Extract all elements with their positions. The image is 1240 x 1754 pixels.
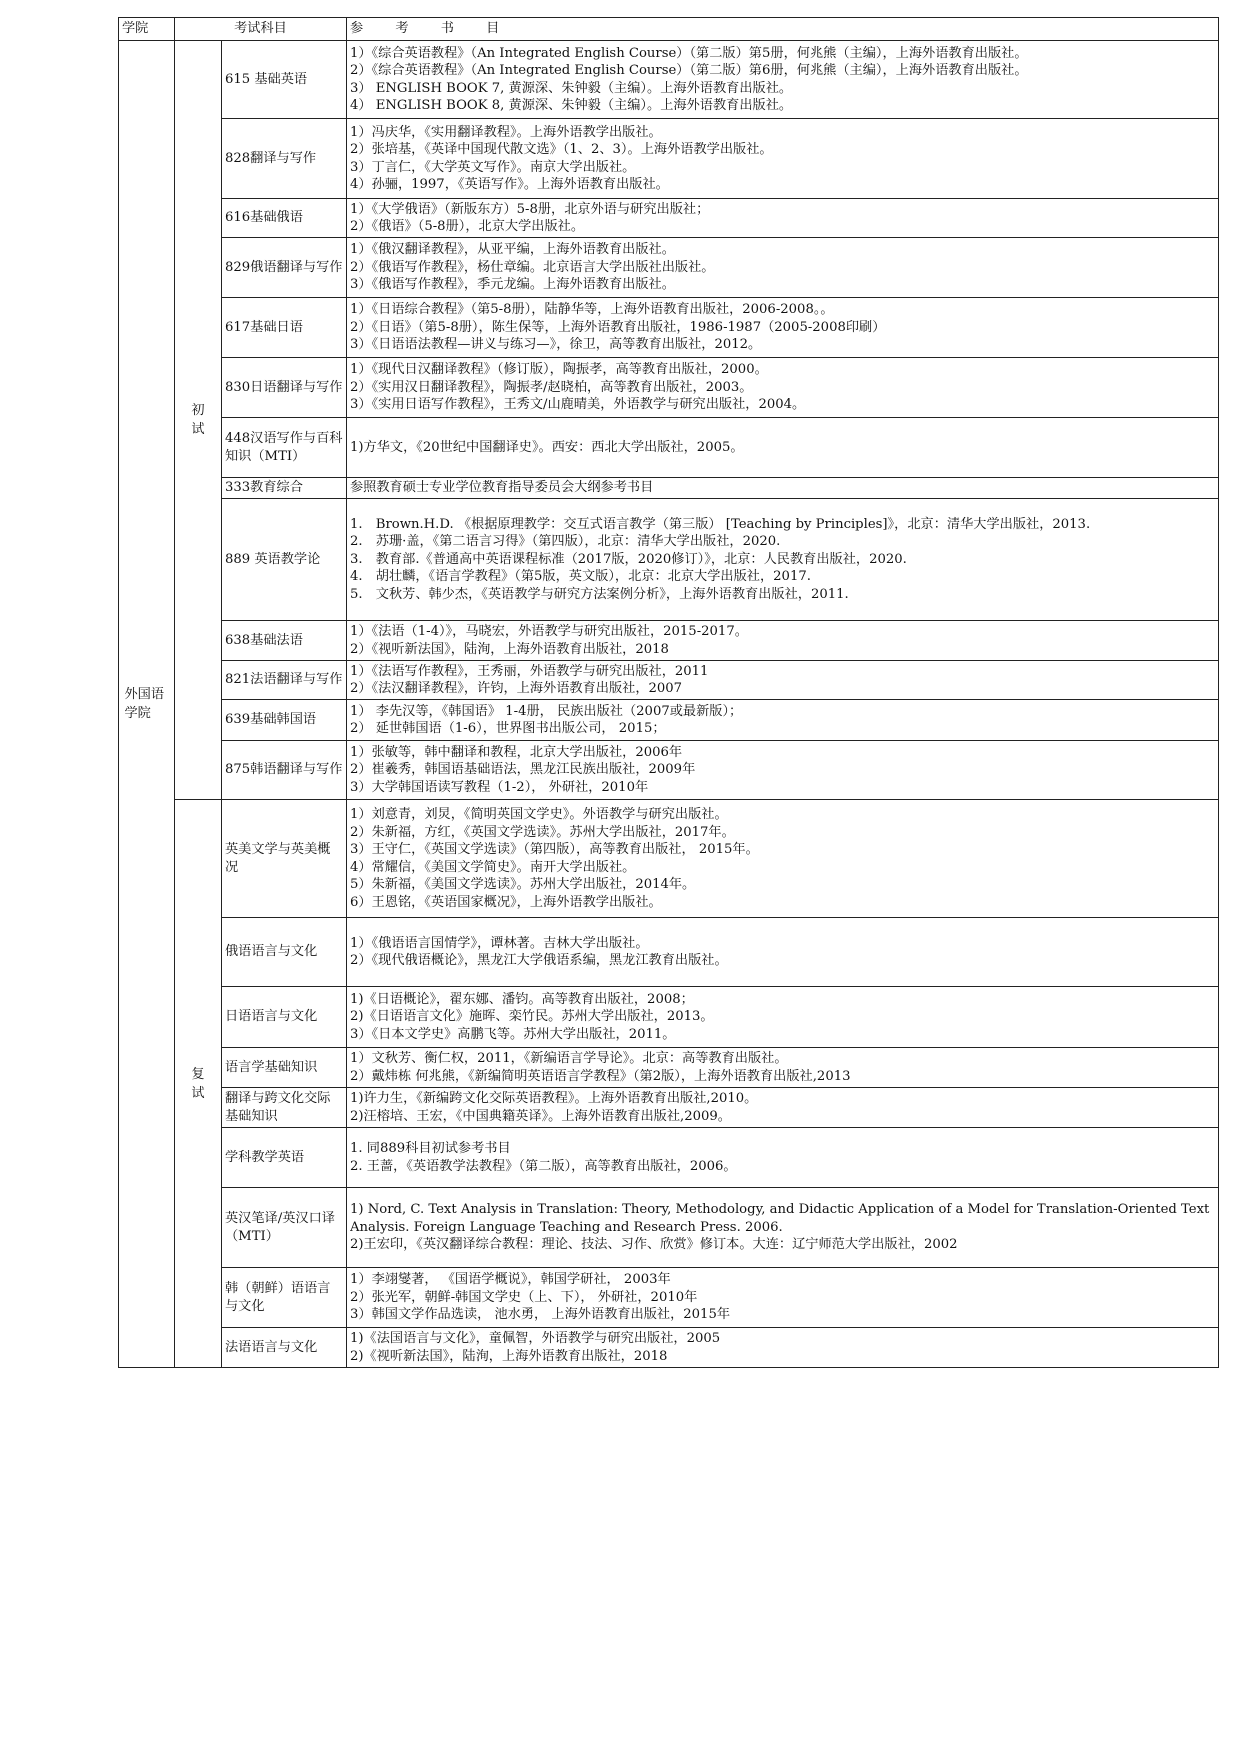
table-row bbox=[119, 1048, 1219, 1088]
books-cell bbox=[347, 499, 1219, 621]
table-row bbox=[119, 1128, 1219, 1188]
book-line: 1）《日语综合教程》（第5-8册），陆静华等，上海外语教育出版社，2006-2008。。 bbox=[350, 302, 834, 318]
book-line: 2)《视听新法国》，陆洵，上海外语教育出版社，2018 bbox=[350, 1348, 668, 1364]
header-college: 学院 bbox=[119, 18, 175, 41]
book-line: 2）《综合英语教程》（An Integrated English Course）（第二版）第6册，何兆熊（主编），上海外语教育出版社。 bbox=[350, 63, 1028, 78]
book-line: 2）戴炜栋 何兆熊，《新编简明英语语言学教程》（第2版），上海外语教育出版社,2013 bbox=[350, 1068, 851, 1084]
book-line: 1. 同889科目初试参考书目 bbox=[350, 1141, 511, 1156]
subject-cell: 法语语言与文化 bbox=[222, 1328, 347, 1368]
books-cell bbox=[347, 119, 1219, 199]
books-cell bbox=[347, 700, 1219, 741]
book-line: 4）孙骊，1997，《英语写作》。上海外语教育出版社。 bbox=[350, 177, 669, 192]
books-cell bbox=[347, 1268, 1219, 1328]
book-line: 1）李翊燮著， 《国语学概说》，韩国学研社， 2003年 bbox=[350, 1272, 671, 1288]
books-cell bbox=[347, 298, 1219, 358]
table-row bbox=[119, 238, 1219, 298]
book-line: 2）《俄语》（5-8册），北京大学出版社。 bbox=[350, 219, 585, 234]
book-line: 1)许力生，《新编跨文化交际英语教程》。上海外语教育出版社,2010。 bbox=[350, 1091, 758, 1106]
table-row bbox=[119, 1328, 1219, 1368]
books-cell bbox=[347, 1048, 1219, 1088]
table-row bbox=[119, 418, 1219, 478]
book-line: 2）《日语》（第5-8册），陈生保等，上海外语教育出版社，1986-1987（2005-2008印刷） bbox=[350, 319, 886, 335]
book-line: 2. 苏珊·盖，《第二语言习得》（第四版），北京：清华大学出版社，2020. bbox=[350, 534, 781, 550]
college-name: 外国语学院 bbox=[124, 687, 165, 721]
subject-cell: 638基础法语 bbox=[222, 621, 347, 661]
books-cell bbox=[347, 358, 1219, 418]
table-row bbox=[119, 987, 1219, 1048]
subject-cell: 448汉语写作与百科知识（MTI） bbox=[222, 418, 347, 478]
table-row bbox=[119, 661, 1219, 700]
books-cell bbox=[347, 918, 1219, 987]
subject-cell: 语言学基础知识 bbox=[222, 1048, 347, 1088]
reference-books-table bbox=[118, 17, 1219, 1368]
books-cell bbox=[347, 418, 1219, 478]
book-line: 3）《日语语法教程—讲义与练习—》，徐卫，高等教育出版社，2012。 bbox=[350, 337, 762, 353]
book-line: 3）丁言仁，《大学英文写作》。南京大学出版社。 bbox=[350, 159, 636, 175]
book-line: 1）《综合英语教程》（An Integrated English Course）（第二版）第5册，何兆熊（主编），上海外语教育出版社。 bbox=[350, 45, 1028, 61]
book-line: 2）朱新福，方红，《英国文学选读》。苏州大学出版社，2017年。 bbox=[350, 824, 735, 840]
college-cell bbox=[119, 41, 175, 1368]
table-row bbox=[119, 119, 1219, 199]
book-line: 6）王恩铭，《英语国家概况》，上海外语教学出版社。 bbox=[350, 894, 662, 910]
subject-cell: 333教育综合 bbox=[222, 478, 347, 499]
book-line: 4） ENGLISH BOOK 8, 黄源深、朱钟毅（主编）。上海外语教育出版社。 bbox=[350, 98, 793, 113]
book-line: 1）《法语（1-4）》，马晓宏，外语教学与研究出版社，2015-2017。 bbox=[350, 624, 748, 639]
book-line: 3）王守仁，《英国文学选读》（第四版），高等教育出版社， 2015年。 bbox=[350, 842, 759, 857]
book-line: 2） 延世韩国语（1-6），世界图书出版公司， 2015； bbox=[350, 721, 666, 736]
subject-cell: 875韩语翻译与写作 bbox=[222, 741, 347, 800]
subject-cell: 617基础日语 bbox=[222, 298, 347, 358]
books-cell bbox=[347, 41, 1219, 119]
table-row bbox=[119, 478, 1219, 499]
book-line: 2）张培基，《英译中国现代散文选》（1、2、3）。上海外语教学出版社。 bbox=[350, 142, 773, 157]
books-cell bbox=[347, 1128, 1219, 1188]
book-line: 1）张敏等，韩中翻译和教程，北京大学出版社，2006年 bbox=[350, 744, 683, 760]
book-line: 3）《俄语写作教程》，季元龙编。上海外语教育出版社。 bbox=[350, 277, 675, 293]
book-line: 1）《大学俄语》（新版东方）5-8册，北京外语与研究出版社； bbox=[350, 201, 710, 217]
books-cell bbox=[347, 1188, 1219, 1268]
book-line: 2)汪榕培、王宏，《中国典籍英译》。上海外语教育出版社,2009。 bbox=[350, 1108, 731, 1124]
book-line: 2. 王蔷，《英语教学法教程》（第二版），高等教育出版社，2006。 bbox=[350, 1158, 737, 1174]
table-row bbox=[119, 499, 1219, 621]
subject-cell: 830日语翻译与写作 bbox=[222, 358, 347, 418]
book-line: 1）《俄汉翻译教程》，从亚平编，上海外语教育出版社。 bbox=[350, 242, 675, 258]
book-line: 1) Nord, C. Text Analysis in Translation: Theory, Methodology, and Didactic Application of a Model for Translation-Oriented Text Analysis. Foreign Language Teaching and Research Press. 2006. bbox=[350, 1202, 1210, 1235]
book-line: 4）常耀信，《美国文学简史》。南开大学出版社。 bbox=[350, 859, 636, 875]
book-line: 2）《实用汉日翻译教程》，陶振孝/赵晓柏，高等教育出版社，2003。 bbox=[350, 379, 753, 395]
table-row bbox=[119, 358, 1219, 418]
book-line: 2）崔羲秀，韩国语基础语法，黑龙江民族出版社，2009年 bbox=[350, 762, 696, 778]
books-cell bbox=[347, 987, 1219, 1048]
book-line: 2）《法汉翻译教程》，许钧，上海外语教育出版社，2007 bbox=[350, 681, 683, 696]
books-cell bbox=[347, 199, 1219, 238]
header-books: 参 考 书 目 bbox=[347, 18, 1219, 41]
book-line: 2）《现代俄语概论》，黑龙江大学俄语系编，黑龙江教育出版社。 bbox=[350, 953, 728, 968]
subject-cell: 韩（朝鲜）语语言与文化 bbox=[222, 1268, 347, 1328]
table-row bbox=[119, 1268, 1219, 1328]
subject-cell: 英美文学与英美概况 bbox=[222, 800, 347, 918]
header-row bbox=[119, 18, 1219, 41]
books-cell bbox=[347, 741, 1219, 800]
subject-cell: 639基础韩国语 bbox=[222, 700, 347, 741]
book-line: 3） ENGLISH BOOK 7, 黄源深、朱钟毅（主编）。上海外语教育出版社。 bbox=[350, 80, 793, 96]
book-line: 3）《日本文学史》高鹏飞等。苏州大学出版社，2011。 bbox=[350, 1026, 676, 1042]
subject-cell: 821法语翻译与写作 bbox=[222, 661, 347, 700]
books-cell bbox=[347, 661, 1219, 700]
subject-cell: 学科教学英语 bbox=[222, 1128, 347, 1188]
table-row bbox=[119, 918, 1219, 987]
table-row bbox=[119, 1188, 1219, 1268]
book-line: 1)《日语概论》，翟东娜、潘钧。高等教育出版社，2008； bbox=[350, 991, 694, 1007]
book-line: 4. 胡壮麟，《语言学教程》（第5版，英文版），北京：北京大学出版社，2017. bbox=[350, 569, 811, 585]
table-row bbox=[119, 1088, 1219, 1128]
header-subject: 考试科目 bbox=[175, 18, 347, 41]
book-line: 2)王宏印，《英汉翻译综合教程：理论、技法、习作、欣赏》修订本。大连：辽宁师范大学出版社，2002 bbox=[350, 1237, 958, 1253]
subject-cell: 英汉笔译/英汉口译（MTI） bbox=[222, 1188, 347, 1268]
book-line: 3. 教育部.《普通高中英语课程标准（2017版，2020修订）》，北京：人民教育出版社，2020. bbox=[350, 551, 907, 567]
book-line: 1）《俄语语言国情学》，谭林著。吉林大学出版社。 bbox=[350, 935, 649, 951]
book-line: 1）《现代日汉翻译教程》（修订版），陶振孝，高等教育出版社，2000。 bbox=[350, 362, 768, 378]
table-row bbox=[119, 800, 1219, 918]
books-cell bbox=[347, 1088, 1219, 1128]
table-row bbox=[119, 41, 1219, 119]
books-cell bbox=[347, 800, 1219, 918]
subject-cell: 829俄语翻译与写作 bbox=[222, 238, 347, 298]
book-line: 5）朱新福，《美国文学选读》。苏州大学出版社，2014年。 bbox=[350, 877, 696, 892]
table-row bbox=[119, 621, 1219, 661]
book-line: 1)《法国语言与文化》，童佩智，外语教学与研究出版社，2005 bbox=[350, 1331, 721, 1346]
subject-cell: 翻译与跨文化交际基础知识 bbox=[222, 1088, 347, 1128]
book-line: 2）《视听新法国》，陆洵，上海外语教育出版社，2018 bbox=[350, 641, 669, 657]
book-line: 1）文秋芳、衡仁权，2011，《新编语言学导论》。北京：高等教育出版社。 bbox=[350, 1051, 788, 1066]
table-row bbox=[119, 741, 1219, 800]
book-line: 1)方华文，《20世纪中国翻译史》。西安：西北大学出版社，2005。 bbox=[350, 439, 744, 455]
book-line: 1）冯庆华，《实用翻译教程》。上海外语教学出版社。 bbox=[350, 124, 662, 140]
book-line: 3）大学韩国语读写教程（1-2）， 外研社，2010年 bbox=[350, 779, 649, 795]
book-line: 2）《俄语写作教程》，杨仕章编。北京语言大学出版社出版社。 bbox=[350, 259, 715, 275]
book-line: 1）刘意青，刘炅，《简明英国文学史》。外语教学与研究出版社。 bbox=[350, 807, 728, 822]
book-line: 5. 文秋芳、韩少杰，《英语教学与研究方法案例分析》，上海外语教育出版社，2011. bbox=[350, 586, 849, 602]
table-row bbox=[119, 199, 1219, 238]
book-line: 2）张光军，朝鲜-韩国文学史（上、下）， 外研社，2010年 bbox=[350, 1289, 698, 1305]
subject-cell: 俄语语言与文化 bbox=[222, 918, 347, 987]
books-cell bbox=[347, 621, 1219, 661]
book-line: 3）韩国文学作品选读， 池水勇， 上海外语教育出版社，2015年 bbox=[350, 1307, 731, 1323]
subject-cell: 889 英语教学论 bbox=[222, 499, 347, 621]
books-cell bbox=[347, 1328, 1219, 1368]
subject-cell: 616基础俄语 bbox=[222, 199, 347, 238]
subject-cell: 828翻译与写作 bbox=[222, 119, 347, 199]
books-cell bbox=[347, 238, 1219, 298]
books-cell bbox=[347, 478, 1219, 499]
stage-first-round: 初试 bbox=[175, 41, 222, 800]
book-line: 3）《实用日语写作教程》，王秀文/山鹿晴美，外语教学与研究出版社，2004。 bbox=[350, 397, 806, 413]
subject-cell: 日语语言与文化 bbox=[222, 987, 347, 1048]
book-line: 1. Brown.H.D. 《根据原理教学：交互式语言教学（第三版） [Teaching by Principles]》，北京：清华大学出版社，2013. bbox=[350, 516, 1091, 532]
subject-cell: 615 基础英语 bbox=[222, 41, 347, 119]
book-line: 参照教育硕士专业学位教育指导委员会大纲参考书目 bbox=[350, 480, 654, 496]
book-line: 1）《法语写作教程》，王秀丽，外语教学与研究出版社，2011 bbox=[350, 663, 709, 679]
stage-second-round: 复试 bbox=[175, 800, 222, 1368]
table-row bbox=[119, 298, 1219, 358]
book-line: 2)《日语语言文化》施晖、栾竹民。苏州大学出版社，2013。 bbox=[350, 1009, 714, 1025]
table-row bbox=[119, 700, 1219, 741]
book-line: 1） 李先汉等，《韩国语》 1-4册， 民族出版社（2007或最新版）； bbox=[350, 703, 743, 719]
